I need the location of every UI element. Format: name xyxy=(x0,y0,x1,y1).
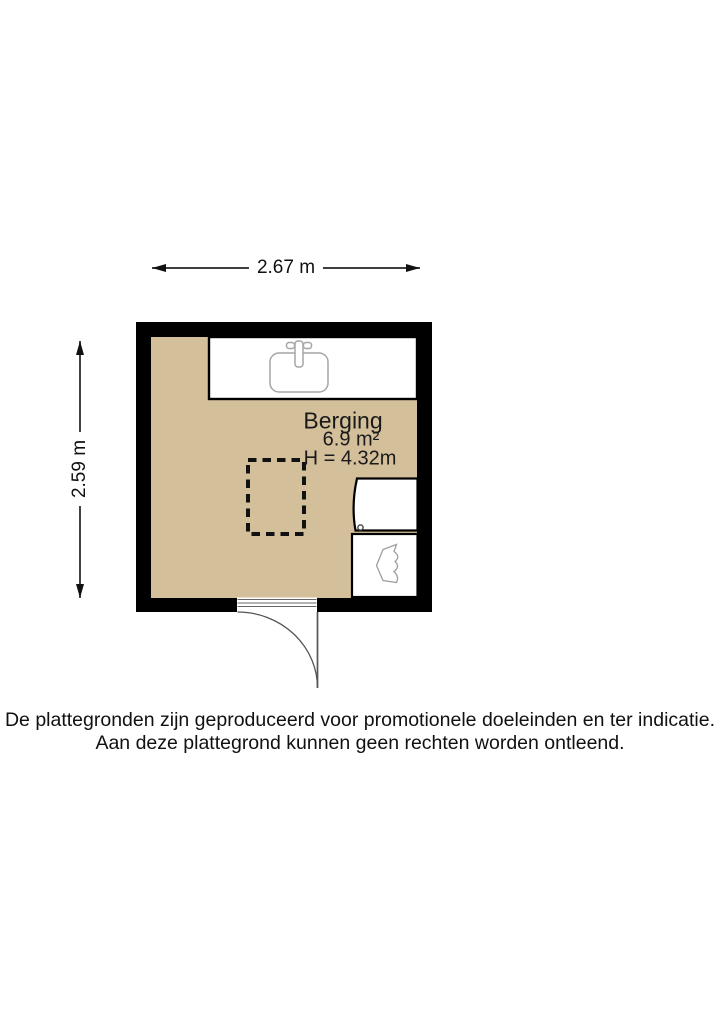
closet-upper xyxy=(354,479,418,531)
room-ceiling-height-label: H = 4.32m xyxy=(303,447,397,470)
dimension-width-label: 2.67 m xyxy=(249,256,323,280)
door-swing xyxy=(238,612,318,688)
arrowhead-down-icon xyxy=(76,584,84,598)
closet-lower xyxy=(352,534,418,597)
arrowhead-left-icon xyxy=(152,264,166,272)
arrowhead-up-icon xyxy=(76,341,84,355)
disclaimer-line-2: Aan deze plattegrond kunnen geen rechten worden ontleend. xyxy=(95,732,625,754)
hinge-dot-icon xyxy=(358,525,363,530)
room-name-label: Berging xyxy=(303,407,383,434)
disclaimer-text xyxy=(0,709,720,755)
dimension-height-label: 2.59 m xyxy=(68,432,92,506)
room-area-label: 6.9 m² xyxy=(322,428,380,451)
door-threshold xyxy=(237,598,317,613)
arrowhead-right-icon xyxy=(406,264,420,272)
disclaimer-line-1: De plattegronden zijn geproduceerd voor promotionele doeleinden en ter indicatie. xyxy=(4,709,716,731)
